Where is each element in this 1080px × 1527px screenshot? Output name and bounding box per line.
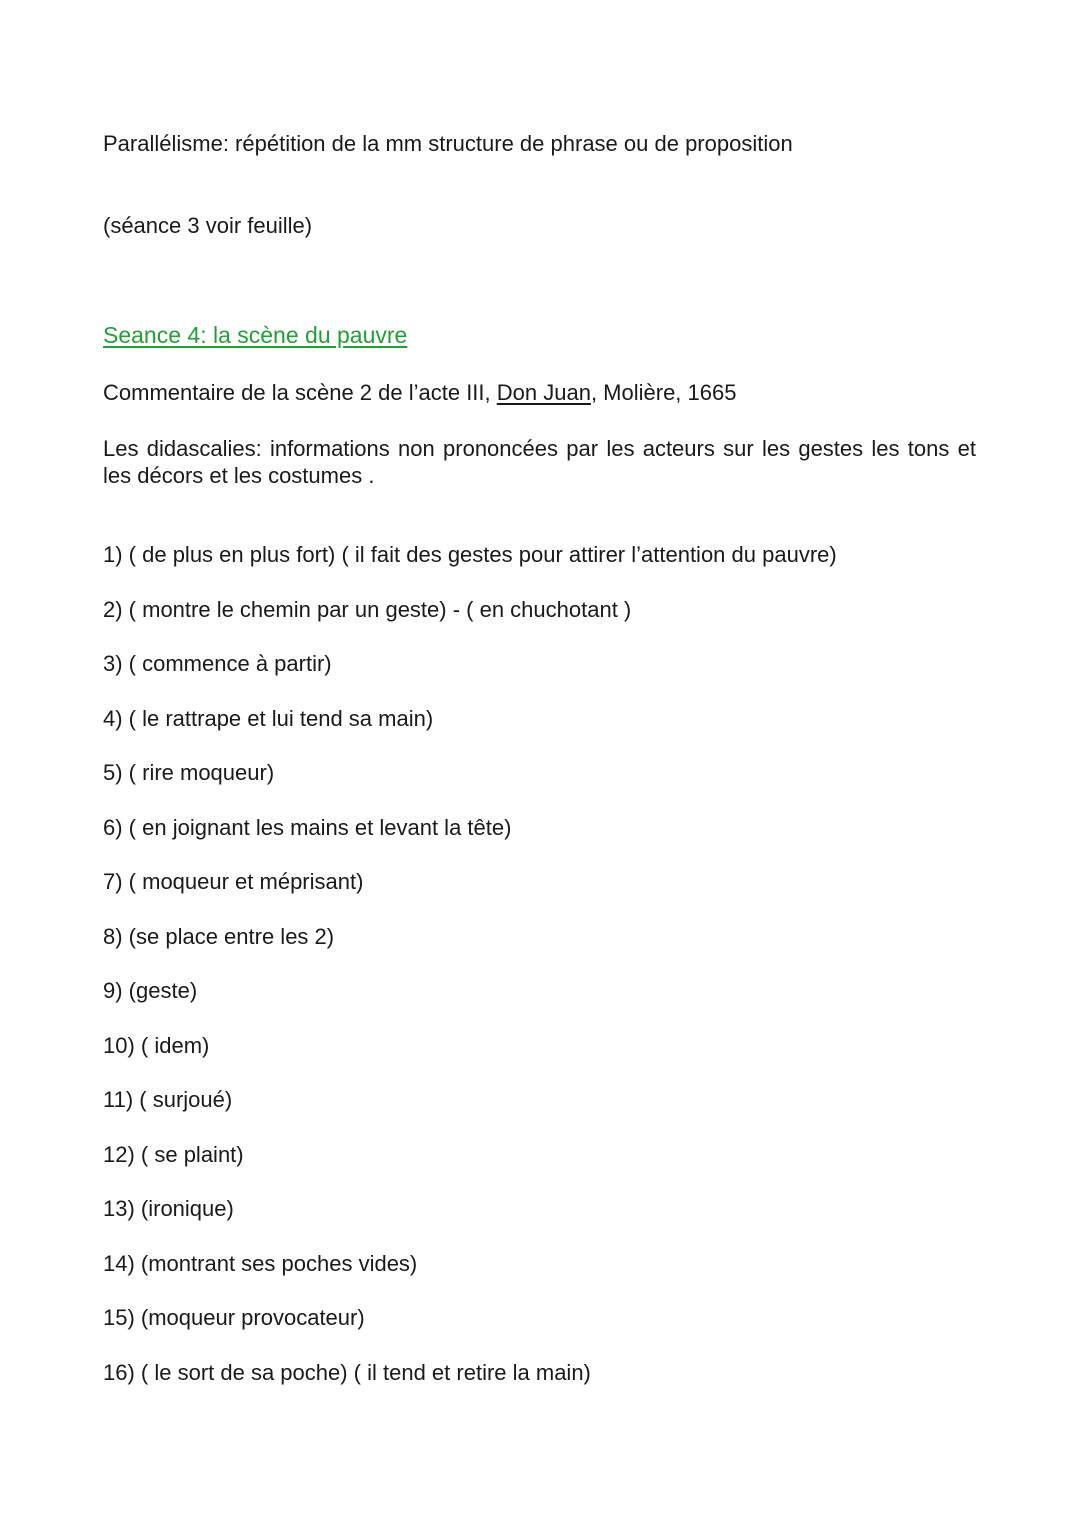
list-item: 14) (montrant ses poches vides): [103, 1250, 418, 1276]
list-item: 9) (geste): [103, 978, 198, 1003]
list-item: 13) (ironique): [103, 1196, 234, 1221]
commentary-prefix: Commentaire de la scène 2 de l’acte III,: [103, 380, 497, 405]
didascalies-definition: Les didascalies: informations non prononcées par les acteurs sur les gestes les tons et les décors et les costumes .: [103, 436, 976, 488]
commentary-suffix: , Molière, 1665: [590, 380, 737, 405]
list-item: 3) ( commence à partir): [103, 651, 332, 676]
work-title: Don Juan: [496, 380, 591, 405]
list-item: 6) ( en joignant les mains et levant la tête): [103, 814, 512, 840]
section-heading[interactable]: Seance 4: la scène du pauvre: [103, 322, 408, 348]
list-item: 8) (se place entre les 2): [103, 923, 335, 949]
list-item: 16) ( le sort de sa poche) ( il tend et retire la main): [103, 1359, 591, 1385]
list-item: 11) ( surjoué): [103, 1087, 233, 1112]
commentary-line: [103, 380, 736, 406]
definition-parallelisme: Parallélisme: répétition de la mm structure de phrase ou de proposition: [103, 131, 793, 156]
list-item: 7) ( moqueur et méprisant): [103, 869, 364, 894]
list-item: 2) ( montre le chemin par un geste) - ( en chuchotant ): [103, 596, 632, 622]
list-item: 10) ( idem): [103, 1032, 210, 1058]
note-seance-3: (séance 3 voir feuille): [103, 213, 313, 238]
list-item: 1) ( de plus en plus fort) ( il fait des gestes pour attirer l’attention du pauvre): [103, 542, 837, 567]
list-item: 15) (moqueur provocateur): [103, 1305, 365, 1330]
list-item: 4) ( le rattrape et lui tend sa main): [103, 705, 434, 731]
didascalies-list: [103, 542, 837, 1414]
list-item: 12) ( se plaint): [103, 1141, 244, 1167]
list-item: 5) ( rire moqueur): [103, 760, 275, 785]
